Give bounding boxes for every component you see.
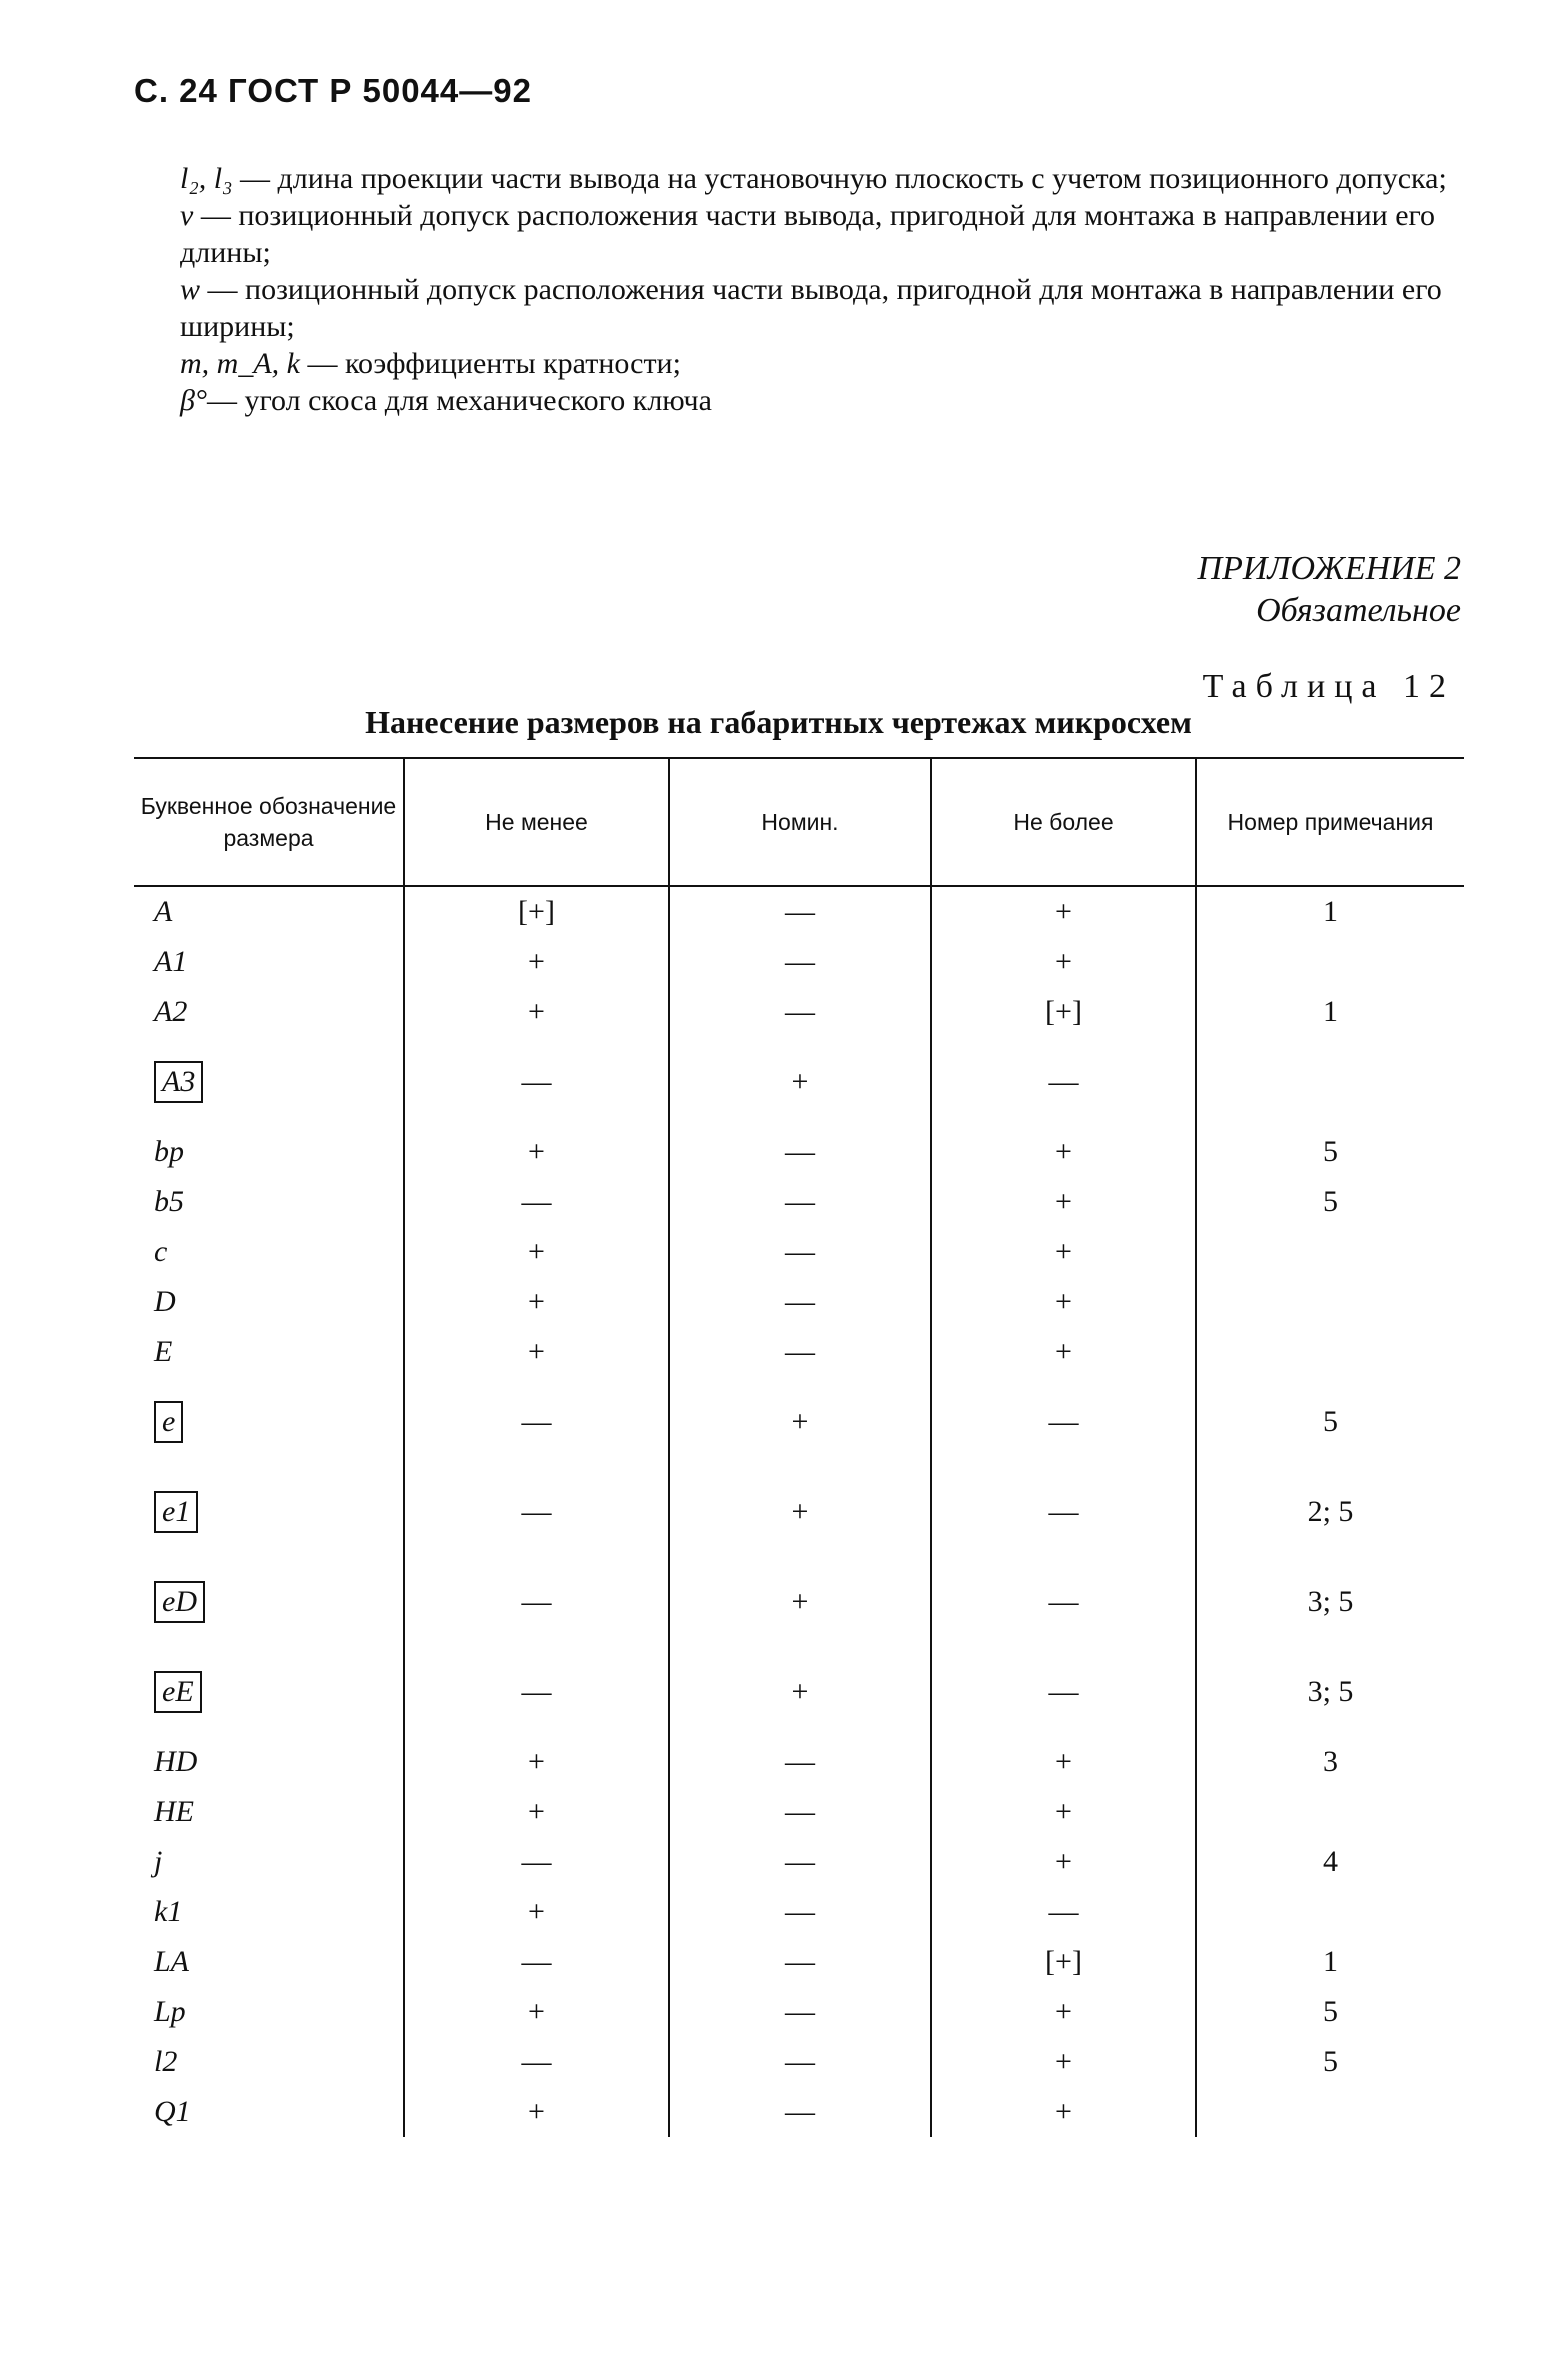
cell-nominal: —	[669, 2087, 931, 2137]
dimensions-table	[134, 757, 1464, 2137]
cell-symbol: Q1	[154, 2095, 191, 2128]
cell-nominal: —	[669, 1327, 931, 1377]
cell-max: [+]	[931, 987, 1196, 1037]
cell-symbol: A2	[154, 995, 188, 1028]
cell-max: +	[931, 1127, 1196, 1177]
cell-note: 3; 5	[1196, 1647, 1464, 1737]
boxed-symbol: e	[154, 1401, 183, 1443]
page-header: С. 24 ГОСТ Р 50044—92	[134, 72, 532, 109]
cell-symbol	[134, 1377, 404, 1467]
cell-max: +	[931, 2037, 1196, 2087]
cell-nominal: +	[669, 1037, 931, 1127]
cell-min: +	[404, 2087, 669, 2137]
cell-max: +	[931, 1737, 1196, 1787]
cell-min: +	[404, 987, 669, 1037]
definition-text: — угол скоса для механического ключа	[206, 384, 712, 417]
definitions-list	[134, 160, 1464, 419]
cell-symbol: D	[154, 1285, 176, 1318]
table-row	[134, 1037, 1464, 1127]
cell-note	[1196, 1037, 1464, 1127]
cell-note: 5	[1196, 1177, 1464, 1227]
cell-symbol: j	[154, 1845, 163, 1878]
cell-max: +	[931, 886, 1196, 937]
cell-max: +	[931, 1837, 1196, 1887]
cell-symbol: b5	[154, 1185, 184, 1218]
cell-note: 4	[1196, 1837, 1464, 1887]
definition-text: — позиционный допуск расположения части вывода, пригодной для монтажа в направлении его длины;	[180, 199, 1436, 269]
cell-max: +	[931, 937, 1196, 987]
appendix-title: ПРИЛОЖЕНИЕ 2	[1197, 550, 1461, 587]
cell-max: +	[931, 2087, 1196, 2137]
table-row	[134, 1177, 1464, 1227]
boxed-symbol: eE	[154, 1671, 202, 1713]
boxed-symbol: e1	[154, 1491, 198, 1533]
cell-min: +	[404, 1737, 669, 1787]
cell-nominal: +	[669, 1647, 931, 1737]
table-row	[134, 1787, 1464, 1837]
cell-min: —	[404, 1837, 669, 1887]
appendix-subtitle: Обязательное	[1256, 592, 1461, 629]
cell-symbol: HD	[154, 1745, 198, 1778]
cell-symbol	[134, 1467, 404, 1557]
definition-symbol: m, m_A, k	[180, 347, 300, 380]
cell-min: +	[404, 1987, 669, 2037]
cell-symbol	[134, 1647, 404, 1737]
cell-max: +	[931, 1327, 1196, 1377]
cell-nominal: —	[669, 1177, 931, 1227]
definition-text: — длина проекции части вывода на установочную плоскость с учетом позиционного допуска;	[232, 162, 1447, 195]
cell-min: —	[404, 1377, 669, 1467]
cell-symbol	[134, 1037, 404, 1127]
definition-item	[134, 160, 1464, 197]
cell-min: —	[404, 1177, 669, 1227]
table-row	[134, 1937, 1464, 1987]
cell-min: +	[404, 937, 669, 987]
cell-symbol: c	[154, 1235, 168, 1268]
table-label: Таблица 12	[1202, 668, 1455, 705]
definition-item	[134, 382, 1464, 419]
boxed-symbol: eD	[154, 1581, 205, 1623]
cell-note: 3	[1196, 1737, 1464, 1787]
cell-nominal: —	[669, 1937, 931, 1987]
cell-symbol: LA	[154, 1945, 190, 1978]
table-row	[134, 2087, 1464, 2137]
cell-nominal: +	[669, 1467, 931, 1557]
col-header-max: Не более	[931, 758, 1196, 886]
cell-min: —	[404, 2037, 669, 2087]
definition-symbol: l₂, l₃	[180, 162, 233, 195]
table-row	[134, 1467, 1464, 1557]
cell-min: +	[404, 1787, 669, 1837]
cell-note: 1	[1196, 987, 1464, 1037]
table-row	[134, 1647, 1464, 1737]
table-title: Нанесение размеров на габаритных чертежах микросхем	[365, 704, 1192, 740]
col-header-min: Не менее	[404, 758, 669, 886]
cell-nominal: —	[669, 1837, 931, 1887]
cell-symbol: A	[154, 895, 173, 928]
cell-note: 1	[1196, 1937, 1464, 1987]
cell-max: —	[931, 1037, 1196, 1127]
table-row	[134, 1837, 1464, 1887]
cell-min: +	[404, 1277, 669, 1327]
cell-nominal: —	[669, 987, 931, 1037]
cell-max: —	[931, 1377, 1196, 1467]
cell-max: +	[931, 1177, 1196, 1227]
cell-min: +	[404, 1887, 669, 1937]
cell-max: +	[931, 1227, 1196, 1277]
cell-note: 5	[1196, 1377, 1464, 1467]
table-row	[134, 1557, 1464, 1647]
cell-min: —	[404, 1467, 669, 1557]
cell-note: 5	[1196, 1987, 1464, 2037]
cell-nominal: —	[669, 1787, 931, 1837]
table-row	[134, 1377, 1464, 1467]
cell-note	[1196, 1787, 1464, 1837]
cell-max: —	[931, 1557, 1196, 1647]
cell-note	[1196, 1327, 1464, 1377]
table-row	[134, 1127, 1464, 1177]
cell-min: +	[404, 1127, 669, 1177]
cell-min: +	[404, 1327, 669, 1377]
cell-note: 2; 5	[1196, 1467, 1464, 1557]
cell-min: +	[404, 1227, 669, 1277]
cell-symbol: A1	[154, 945, 188, 978]
cell-min: —	[404, 1037, 669, 1127]
cell-nominal: +	[669, 1557, 931, 1647]
cell-note	[1196, 1277, 1464, 1327]
table-row	[134, 1327, 1464, 1377]
cell-symbol: Lp	[154, 1995, 186, 2028]
cell-note: 5	[1196, 1127, 1464, 1177]
definition-symbol: w	[180, 273, 201, 306]
cell-max: —	[931, 1887, 1196, 1937]
cell-note	[1196, 1887, 1464, 1937]
definition-item	[134, 345, 1464, 382]
cell-nominal: —	[669, 1987, 931, 2037]
cell-max: +	[931, 1787, 1196, 1837]
cell-nominal: —	[669, 1737, 931, 1787]
cell-nominal: —	[669, 2037, 931, 2087]
col-header-nominal: Номин.	[669, 758, 931, 886]
boxed-symbol: A3	[154, 1061, 203, 1103]
col-header-symbol: Буквенное обозначение размера	[134, 758, 404, 886]
definition-item	[134, 271, 1464, 345]
cell-symbol: E	[154, 1335, 173, 1368]
table-row	[134, 1887, 1464, 1937]
cell-nominal: —	[669, 886, 931, 937]
definition-symbol: v	[180, 199, 194, 232]
cell-nominal: —	[669, 1227, 931, 1277]
cell-max: +	[931, 1987, 1196, 2037]
cell-max: —	[931, 1647, 1196, 1737]
table-row	[134, 1987, 1464, 2037]
table-row	[134, 1737, 1464, 1787]
appendix-heading	[1198, 548, 1461, 632]
definition-text: — позиционный допуск расположения части вывода, пригодной для монтажа в направлении его ширины;	[180, 273, 1442, 343]
cell-max: +	[931, 1277, 1196, 1327]
cell-note: 3; 5	[1196, 1557, 1464, 1647]
cell-symbol: k1	[154, 1895, 183, 1928]
cell-min: —	[404, 1557, 669, 1647]
col-header-note: Номер примечания	[1196, 758, 1464, 886]
definition-item	[134, 197, 1464, 271]
cell-max: —	[931, 1467, 1196, 1557]
cell-nominal: —	[669, 1887, 931, 1937]
cell-symbol: l2	[154, 2045, 178, 2078]
table-row	[134, 937, 1464, 987]
table-row	[134, 2037, 1464, 2087]
definition-text: — коэффициенты кратности;	[299, 347, 681, 380]
cell-nominal: —	[669, 1277, 931, 1327]
table-header-row	[134, 758, 1464, 886]
cell-note	[1196, 937, 1464, 987]
cell-max: [+]	[931, 1937, 1196, 1987]
cell-note: 1	[1196, 886, 1464, 937]
cell-note: 5	[1196, 2037, 1464, 2087]
definition-symbol: β°	[180, 384, 207, 417]
table-body	[134, 886, 1464, 2137]
cell-nominal: —	[669, 937, 931, 987]
table-row	[134, 987, 1464, 1037]
cell-symbol: bp	[154, 1135, 184, 1168]
cell-note	[1196, 2087, 1464, 2137]
cell-min: —	[404, 1647, 669, 1737]
cell-min: —	[404, 1937, 669, 1987]
cell-nominal: —	[669, 1127, 931, 1177]
cell-symbol	[134, 1557, 404, 1647]
table-row	[134, 886, 1464, 937]
cell-min: [+]	[404, 886, 669, 937]
cell-symbol: HE	[154, 1795, 194, 1828]
table-row	[134, 1227, 1464, 1277]
cell-nominal: +	[669, 1377, 931, 1467]
table-row	[134, 1277, 1464, 1327]
cell-note	[1196, 1227, 1464, 1277]
